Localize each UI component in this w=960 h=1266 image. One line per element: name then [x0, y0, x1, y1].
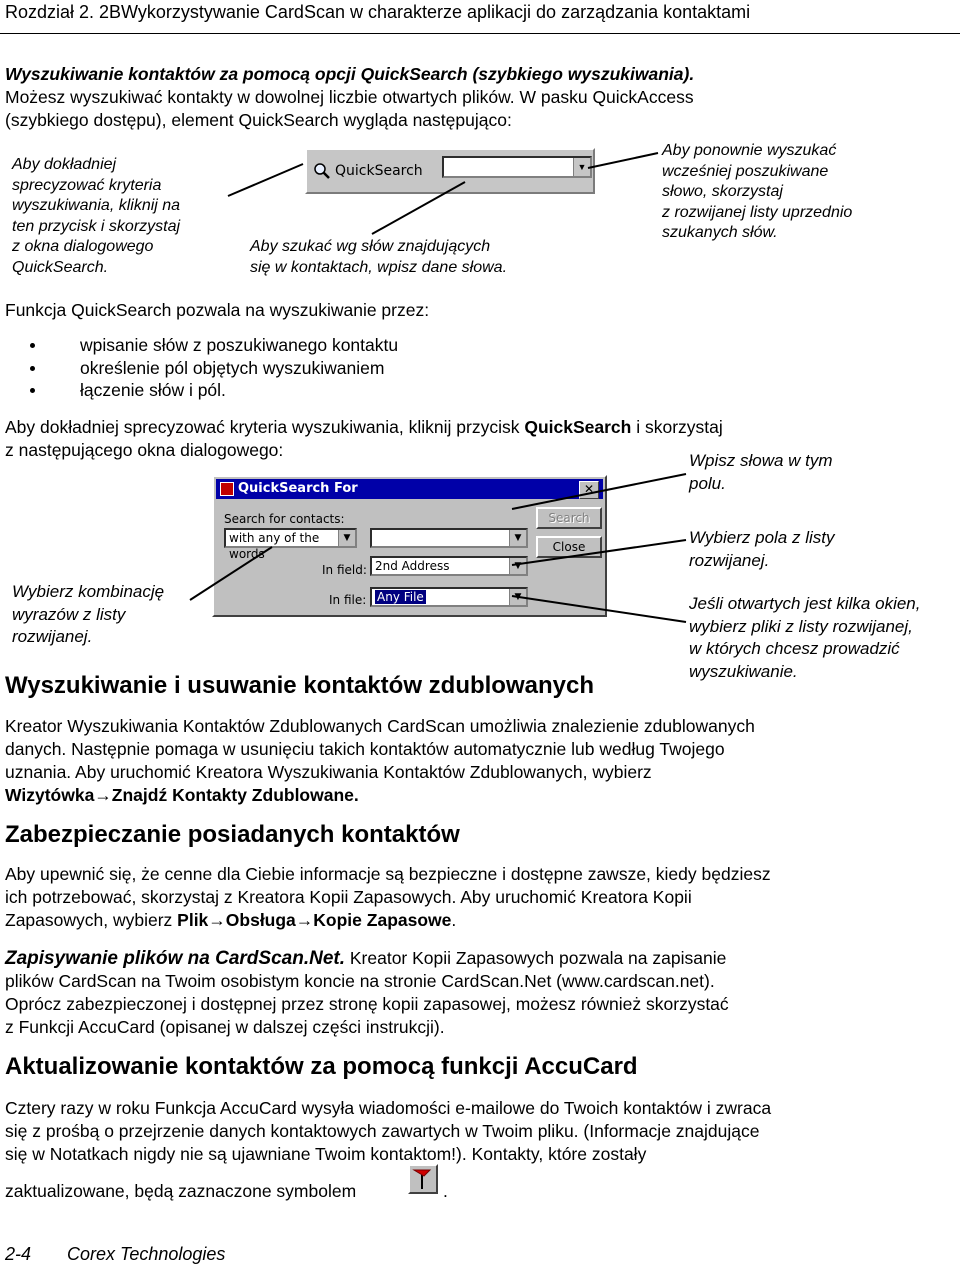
select-value: 2nd Address	[375, 559, 450, 573]
chevron-down-icon[interactable]: ▼	[509, 589, 526, 605]
list-item-text: łączenie słów i pól.	[80, 380, 226, 400]
section-heading-backup: Zabezpieczanie posiadanych kontaktów	[5, 821, 460, 848]
paragraph-line: Cztery razy w roku Funkcja AccuCard wysyła wiadomości e-mailowe do Twoich kontaktów i zwraca	[5, 1098, 772, 1118]
paragraph-line: się w Notatkach nigdy nie są ujawniane Twoim kontaktom!). Kontakty, które zostały	[5, 1144, 647, 1164]
footer-company: Corex Technologies	[67, 1244, 226, 1264]
section-heading-duplicates: Wyszukiwanie i usuwanie kontaktów zdublowanych	[5, 672, 594, 699]
chevron-down-icon[interactable]: ▼	[338, 530, 355, 546]
section-heading-quicksearch: Wyszukiwanie kontaktów za pomocą opcji QuickSearch (szybkiego wyszukiwania).	[5, 64, 695, 84]
paragraph-line: Oprócz zabezpieczonej i dostępnej przez stronę kopii zapasowej, możesz również skorzystać	[5, 994, 729, 1014]
footer-page-number: 2-4	[5, 1244, 32, 1264]
caption-line: się w kontaktach, wpisz dane słowa.	[250, 258, 508, 276]
caption-line: z rozwijanej listy uprzednio	[662, 203, 853, 221]
caption-line: ten przycisk i skorzystaj	[12, 217, 181, 235]
caption-line: rozwijanej.	[689, 550, 770, 570]
search-button[interactable]: Search	[536, 507, 602, 529]
paragraph-line	[5, 947, 935, 971]
close-button[interactable]: Close	[536, 536, 602, 558]
dialog-title: QuickSearch For	[238, 481, 358, 496]
caption-line: Wpisz słowa w tym	[689, 451, 833, 470]
caption-line: słowo, skorzystaj	[662, 183, 783, 200]
text-run-bold: QuickSearch	[524, 417, 632, 437]
flag-icon	[410, 1166, 436, 1192]
paragraph-line: plików CardScan na Twoim osobistym koncie na stronie CardScan.Net (www.cardscan.net).	[5, 971, 715, 991]
text-run: Aby dokładniej sprecyzować kryteria wyszukiwania, kliknij przycisk	[5, 417, 525, 437]
section-heading-accucard: Aktualizowanie kontaktów za pomocą funkcji AccuCard	[5, 1053, 638, 1080]
caption-line: polu.	[689, 473, 726, 493]
accucard-flag-icon	[408, 1164, 438, 1194]
paragraph-line: ich potrzebować, skorzystaj z Kreatora Kopii Zapasowych. Aby uruchomić Kreatora Kopii	[5, 887, 692, 907]
list-item-text: określenie pól objętych wyszukiwaniem	[80, 357, 385, 378]
caption-line: Aby dokładniej	[12, 156, 117, 173]
in-file-label: In file:	[329, 593, 367, 607]
paragraph-line: z Funkcji AccuCard (opisanej w dalszej części instrukcji).	[5, 1017, 445, 1037]
paragraph-line: uznania. Aby uruchomić Kreatora Wyszukiwania Kontaktów Zdublowanych, wybierz	[5, 762, 652, 782]
caption-line: Wybierz pola z listy	[689, 528, 835, 547]
caption-line: wybierz pliki z listy rozwijanej,	[689, 616, 913, 636]
caption-line: wcześniej poszukiwane	[662, 162, 829, 180]
select-value: with any of the words	[229, 531, 320, 561]
chevron-down-icon[interactable]: ▼	[573, 158, 590, 176]
caption-line: Aby ponownie wyszukać	[662, 142, 837, 159]
paragraph-line: danych. Następnie pomaga w usunięciu takich kontaktów automatycznie lub według Twojego	[5, 739, 725, 759]
caption-line: QuickSearch.	[12, 258, 109, 276]
paragraph-line: z następującego okna dialogowego:	[5, 440, 284, 460]
paragraph-line	[5, 909, 935, 932]
paragraph-line: się z prośbą o przejrzenie danych kontaktowych zawartych w Twoim pliku. (Informacje znajdujące	[5, 1121, 760, 1141]
caption-line: Jeśli otwartych jest kilka okien,	[689, 594, 921, 613]
paragraph-line: Możesz wyszukiwać kontakty w dowolnej liczbie otwartych plików. W pasku QuickAccess	[5, 87, 694, 107]
paragraph-line: Aby upewnić się, że cenne dla Ciebie informacje są bezpieczne i dostępne zawsze, kiedy będziesz	[5, 864, 771, 884]
run-in-heading: Zapisywanie plików na CardScan.Net.	[5, 948, 345, 969]
select-value: Any File	[377, 590, 424, 604]
chevron-down-icon[interactable]: ▼	[509, 530, 526, 546]
text-run: i skorzystaj	[631, 417, 723, 437]
caption-line: w których chcesz prowadzić	[689, 639, 900, 658]
close-icon[interactable]: ✕	[579, 481, 599, 499]
paragraph-line: (szybkiego dostępu), element QuickSearch wygląda następująco:	[5, 110, 512, 130]
running-header: Rozdział 2. 2BWykorzystywanie CardScan w charakterze aplikacji do zarządzania kontaktami	[5, 2, 751, 22]
paragraph-intro: Funkcja QuickSearch pozwala na wyszukiwanie przez:	[5, 300, 430, 320]
caption-line: wyszukiwania, kliknij na	[12, 197, 181, 214]
paragraph-line: Kreator Wyszukiwania Kontaktów Zdublowanych CardScan umożliwia znalezienie zdublowanych	[5, 716, 755, 736]
text-run: Zapasowych, wybierz	[5, 910, 178, 930]
menu-path: Plik→Obsługa→Kopie Zapasowe	[177, 910, 452, 930]
caption-line: rozwijanej.	[12, 627, 93, 646]
caption-line: z okna dialogowego	[12, 238, 154, 255]
menu-path: Wizytówka→Znajdź Kontakty Zdublowane.	[5, 785, 359, 805]
list-item-text: wpisanie słów z poszukiwanego kontaktu	[80, 335, 399, 355]
quicksearch-label: QuickSearch	[335, 163, 423, 179]
paragraph-line: zaktualizowane, będą zaznaczone symbolem	[5, 1181, 357, 1201]
caption-line: Wybierz kombinację	[12, 582, 165, 601]
caption-line: Aby szukać wg słów znajdujących	[250, 238, 491, 255]
caption-line: szukanych słów.	[662, 224, 778, 241]
caption-line: sprecyzować kryteria	[12, 176, 162, 194]
search-for-label: Search for contacts:	[224, 512, 345, 526]
text-run: .	[451, 910, 457, 930]
text-run: Kreator Kopii Zapasowych pozwala na zapisanie	[345, 948, 727, 968]
punctuation: .	[443, 1181, 448, 1201]
chevron-down-icon[interactable]: ▼	[509, 558, 526, 574]
caption-line: wyrazów z listy	[12, 604, 126, 624]
in-field-label: In field:	[322, 563, 367, 577]
caption-line: wyszukiwanie.	[689, 661, 798, 681]
